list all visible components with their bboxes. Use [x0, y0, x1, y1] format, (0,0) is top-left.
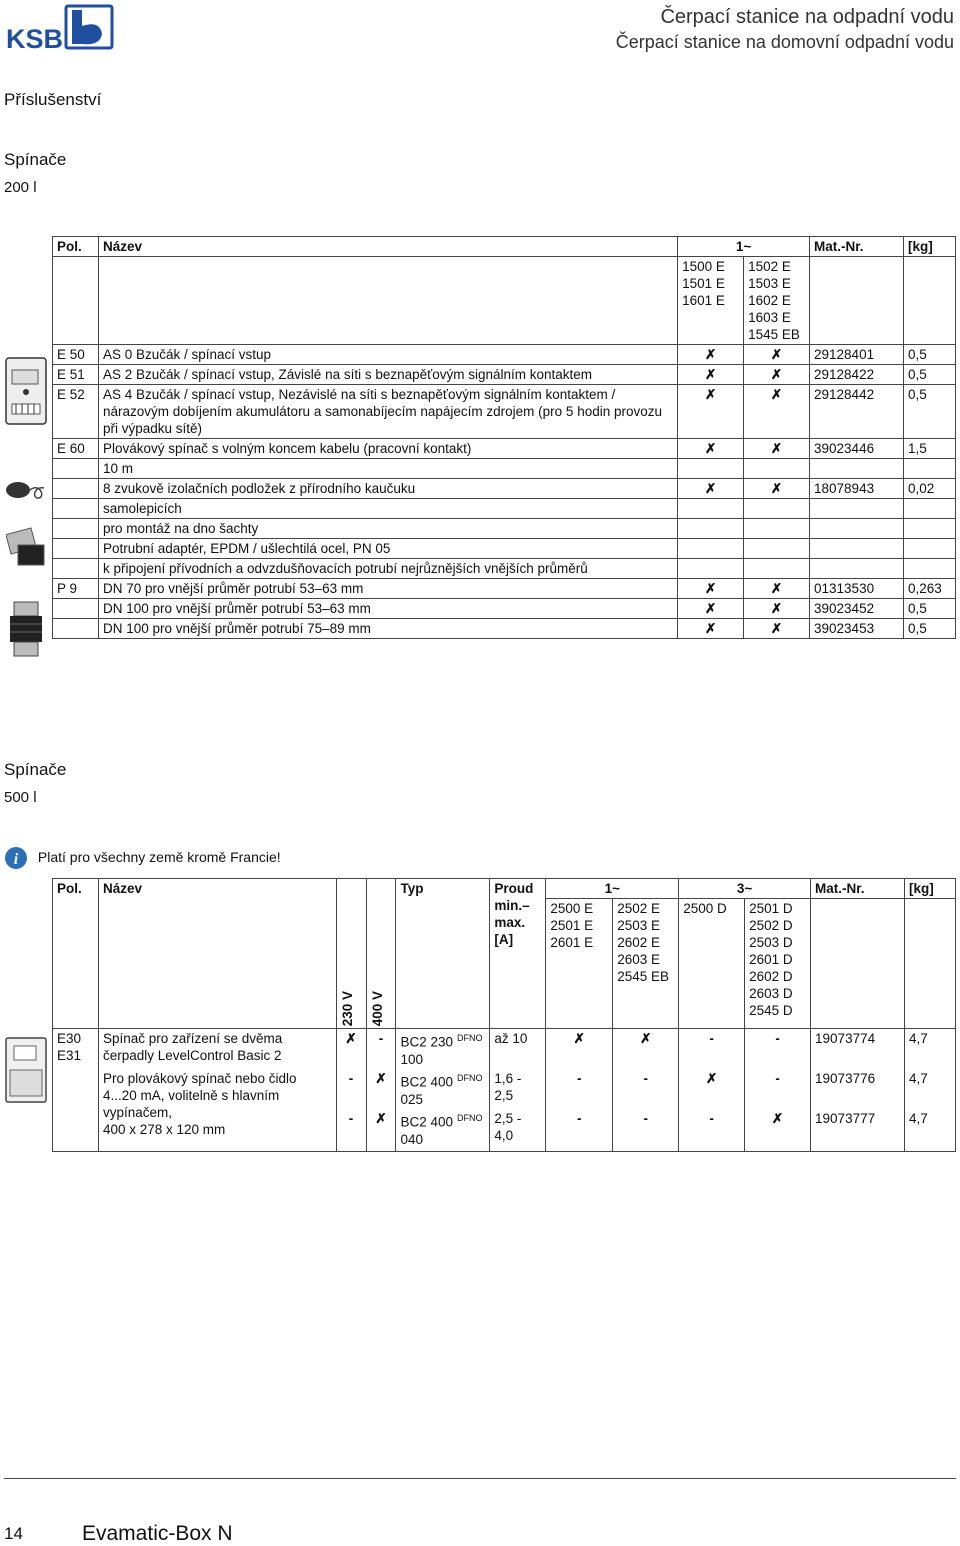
variants-b: 1502 E 1503 E 1602 E 1603 E 1545 EB: [744, 257, 810, 345]
controller-image: [4, 1036, 48, 1109]
mat-cell: 29128422: [810, 365, 904, 385]
col-type: Typ: [396, 879, 490, 1029]
mat-cell: [811, 1029, 905, 1152]
pos-cell: E 51: [53, 365, 99, 385]
v400-cell-line: ✗: [375, 1071, 387, 1086]
kg-cell: [903, 499, 955, 519]
m2-cell-line: -: [643, 1111, 648, 1126]
m1-cell-line: -: [577, 1071, 582, 1086]
pos-cell: [53, 539, 99, 559]
table1-header-row: [53, 237, 956, 257]
current-cell-line: 2,5 - 4,0: [494, 1111, 522, 1143]
name-cell: Potrubní adaptér, EPDM / ušlechtilá ocel, PN 05: [98, 539, 677, 559]
m2-cell-line: ✗: [640, 1031, 652, 1046]
kg-cell: [903, 539, 955, 559]
table1-volume: 200 l: [4, 179, 37, 196]
v230-cell: [336, 1029, 366, 1152]
mark-b: [744, 539, 810, 559]
note-text: Platí pro všechny země kromě Francie!: [37, 848, 281, 865]
mark-a: ✗: [678, 385, 744, 439]
col-name: Název: [98, 237, 677, 257]
mat-cell-line: 19073776: [815, 1071, 876, 1086]
v400-cell-line: ✗: [375, 1111, 387, 1126]
m3-cell-line: ✗: [705, 1071, 718, 1086]
name-cell: samolepicích: [98, 499, 677, 519]
pos-cell: [53, 519, 99, 539]
mark-a: ✗: [678, 365, 744, 385]
kg-cell-line: 4,7: [908, 1111, 928, 1126]
col-phase1: 1~: [546, 879, 679, 899]
mark-b: ✗: [744, 439, 810, 459]
mat-cell: [810, 499, 904, 519]
kg-cell: [903, 559, 955, 579]
alarm-box-image: [4, 356, 48, 431]
m3-cell-line: -: [709, 1031, 714, 1046]
mark-b: ✗: [744, 385, 810, 439]
col-mat: Mat.-Nr.: [810, 237, 904, 257]
info-icon: [4, 846, 28, 870]
mark-a: ✗: [678, 479, 744, 499]
type-cell-line: BC2 400 $^{DFNO}$ 025: [400, 1073, 483, 1107]
name-cell: AS 0 Bzučák / spínací vstup: [98, 345, 677, 365]
ksb-logo: [4, 2, 116, 52]
name-cell: AS 2 Bzučák / spínací vstup, Závislé na síti s beznapěťovým signálním kontaktem: [98, 365, 677, 385]
m4-cell-line: -: [775, 1031, 780, 1046]
mark-a: [678, 499, 744, 519]
mark-b: ✗: [744, 579, 810, 599]
mark-a: [678, 539, 744, 559]
table2-volume: 500 l: [4, 789, 37, 806]
table1-row: [53, 599, 956, 619]
ksb-logo-text: KSB: [6, 24, 64, 52]
variant-3: 2500 D: [679, 899, 745, 1029]
mark-a: ✗: [678, 345, 744, 365]
name-cell: AS 4 Bzučák / spínací vstup, Nezávislé na síti s beznapěťovým signálním kontaktem / nárazovým dobíjením akumulátoru a samonabíjecím napájecím zdrojem (pro 5 hodin provozu při výpadku sítě): [98, 385, 677, 439]
mat-cell: [810, 459, 904, 479]
name-cell: DN 100 pro vnější průměr potrubí 75–89 mm: [98, 619, 677, 639]
kg-cell: 0,02: [903, 479, 955, 499]
svg-text:i: i: [13, 851, 19, 868]
mark-b: ✗: [744, 365, 810, 385]
table1-row: [53, 579, 956, 599]
variant-4: 2501 D 2502 D 2503 D 2601 D 2602 D 2603 D 2545 D: [745, 899, 811, 1029]
variants-a: 1500 E 1501 E 1601 E: [678, 257, 744, 345]
mat-cell-line: 19073774: [815, 1031, 876, 1046]
m1-cell: [546, 1029, 613, 1152]
table1-row: [53, 345, 956, 365]
name-line-3: 400 x 278 x 120 mm: [102, 1122, 226, 1137]
col-name: Název: [98, 879, 336, 1029]
name-cell: Plovákový spínač s volným koncem kabelu (pracovní kontakt): [98, 439, 677, 459]
name-cell: DN 70 pro vnější průměr potrubí 53–63 mm: [98, 579, 677, 599]
pos-cell: [53, 499, 99, 519]
table1-row: [53, 559, 956, 579]
footer-divider: [4, 1478, 956, 1479]
col-pos: Pol.: [53, 237, 99, 257]
col-kg: [kg]: [904, 879, 955, 899]
name-cell: DN 100 pro vnější průměr potrubí 53–63 mm: [98, 599, 677, 619]
col-current: Proud min.– max. [A]: [490, 879, 546, 1029]
pos-cell: E 52: [53, 385, 99, 439]
col-mat: Mat.-Nr.: [811, 879, 905, 899]
kg-cell: 0,5: [903, 345, 955, 365]
kg-cell-line: 4,7: [908, 1031, 928, 1046]
mat-cell: 39023452: [810, 599, 904, 619]
mark-b: [744, 459, 810, 479]
float-switch-image: [4, 478, 48, 507]
pos-cell: E 50: [53, 345, 99, 365]
mark-b: ✗: [744, 619, 810, 639]
mark-b: ✗: [744, 599, 810, 619]
mark-a: ✗: [678, 599, 744, 619]
m2-cell: [613, 1029, 679, 1152]
mark-b: [744, 519, 810, 539]
col-phase3: 3~: [679, 879, 811, 899]
mark-a: ✗: [678, 579, 744, 599]
mark-b: [744, 499, 810, 519]
type-cell: [396, 1029, 490, 1152]
mat-cell: 29128442: [810, 385, 904, 439]
kg-cell: [903, 519, 955, 539]
table1-row: [53, 459, 956, 479]
pos-cell: E30 E31: [53, 1029, 99, 1152]
mark-b: [744, 559, 810, 579]
section-title: Příslušenství: [4, 90, 102, 109]
m2-cell-line: -: [643, 1071, 648, 1086]
table1-row: [53, 385, 956, 439]
variant-1: 2500 E 2501 E 2601 E: [546, 899, 613, 1029]
table1-heading: Spínače: [4, 150, 67, 169]
current-cell-line: 1,6 - 2,5: [494, 1071, 522, 1103]
pipe-adapter-image: [6, 600, 46, 663]
page-number: 14: [4, 1524, 23, 1543]
m1-cell-line: -: [577, 1111, 582, 1126]
kg-cell-line: 4,7: [908, 1071, 928, 1086]
mat-cell: [810, 519, 904, 539]
mat-cell: 01313530: [810, 579, 904, 599]
kg-cell: 0,5: [903, 365, 955, 385]
m3-cell: [679, 1029, 745, 1152]
mat-cell: 29128401: [810, 345, 904, 365]
v230-cell-line: -: [348, 1111, 354, 1126]
col-400v: 400 V: [366, 879, 396, 1029]
table1-row: [53, 439, 956, 459]
kg-cell: [903, 459, 955, 479]
table1-row: [53, 499, 956, 519]
mat-cell: [810, 539, 904, 559]
m4-cell-line: ✗: [771, 1111, 784, 1126]
table1: [52, 236, 956, 639]
name-cell: 10 m: [98, 459, 677, 479]
col-kg: [kg]: [903, 237, 955, 257]
table1-row: [53, 479, 956, 499]
name-cell: k připojení přívodních a odvzdušňovacích potrubí nejrůznějších vnějších průměrů: [98, 559, 677, 579]
kg-cell: 0,5: [903, 619, 955, 639]
v230-cell-line: -: [348, 1071, 354, 1086]
pos-cell: [53, 559, 99, 579]
type-cell-line: BC2 230 $^{DFNO}$ 100: [400, 1033, 483, 1067]
table2-heading: Spínače: [4, 760, 67, 779]
table1-row: [53, 619, 956, 639]
mat-cell: 18078943: [810, 479, 904, 499]
pos-cell: [53, 619, 99, 639]
mat-cell-line: 19073777: [815, 1111, 876, 1126]
variant-2: 2502 E 2503 E 2602 E 2603 E 2545 EB: [613, 899, 679, 1029]
current-cell: [490, 1029, 546, 1152]
rubber-pads-image: [6, 527, 46, 572]
kg-cell: 0,5: [903, 599, 955, 619]
pos-cell: [53, 479, 99, 499]
kg-cell: [904, 1029, 955, 1152]
type-cell-line: BC2 400 $^{DFNO}$ 040: [400, 1113, 483, 1147]
table1-row: [53, 365, 956, 385]
col-pos: Pol.: [53, 879, 99, 1029]
m4-cell: [745, 1029, 811, 1152]
note: [4, 846, 281, 870]
name-line-1: Spínač pro zařízení se dvěma čerpadly LevelControl Basic 2: [102, 1031, 283, 1063]
table1-variants-row: [53, 257, 956, 345]
kg-cell: 0,263: [903, 579, 955, 599]
header-title: Čerpací stanice na odpadní vodu: [660, 6, 954, 28]
mark-a: ✗: [678, 619, 744, 639]
mark-a: [678, 559, 744, 579]
m1-cell-line: ✗: [573, 1031, 585, 1046]
mat-cell: 39023446: [810, 439, 904, 459]
name-cell: 8 zvukově izolačních podložek z přírodního kaučuku: [98, 479, 677, 499]
pos-cell: P 9: [53, 579, 99, 599]
table2-header-row: [53, 879, 956, 899]
table2: [52, 878, 956, 1152]
mat-cell: 39023453: [810, 619, 904, 639]
mark-b: ✗: [744, 479, 810, 499]
name-cell: [98, 1029, 336, 1152]
mark-a: ✗: [678, 439, 744, 459]
mat-cell: [810, 559, 904, 579]
mark-b: ✗: [744, 345, 810, 365]
col-phase: 1~: [678, 237, 810, 257]
kg-cell: 1,5: [903, 439, 955, 459]
current-cell-line: až 10: [494, 1031, 528, 1046]
name-line-2: Pro plovákový spínač nebo čidlo 4...20 mA, volitelně s hlavním vypínačem,: [102, 1071, 297, 1120]
table1-row: [53, 519, 956, 539]
table1-row: [53, 539, 956, 559]
header-subtitle: Čerpací stanice na domovní odpadní vodu: [615, 32, 954, 52]
v230-cell-line: ✗: [345, 1031, 357, 1046]
mark-a: [678, 459, 744, 479]
name-cell: pro montáž na dno šachty: [98, 519, 677, 539]
table2-data-row: [53, 1029, 956, 1152]
pos-cell: E 60: [53, 439, 99, 459]
pos-cell: [53, 599, 99, 619]
v400-cell: [366, 1029, 396, 1152]
mark-a: [678, 519, 744, 539]
v400-cell-line: -: [378, 1031, 384, 1046]
m4-cell-line: -: [775, 1071, 780, 1086]
kg-cell: 0,5: [903, 385, 955, 439]
col-230v: 230 V: [336, 879, 366, 1029]
m3-cell-line: -: [709, 1111, 714, 1126]
pos-cell: [53, 459, 99, 479]
product-name: Evamatic-Box N: [82, 1522, 233, 1545]
